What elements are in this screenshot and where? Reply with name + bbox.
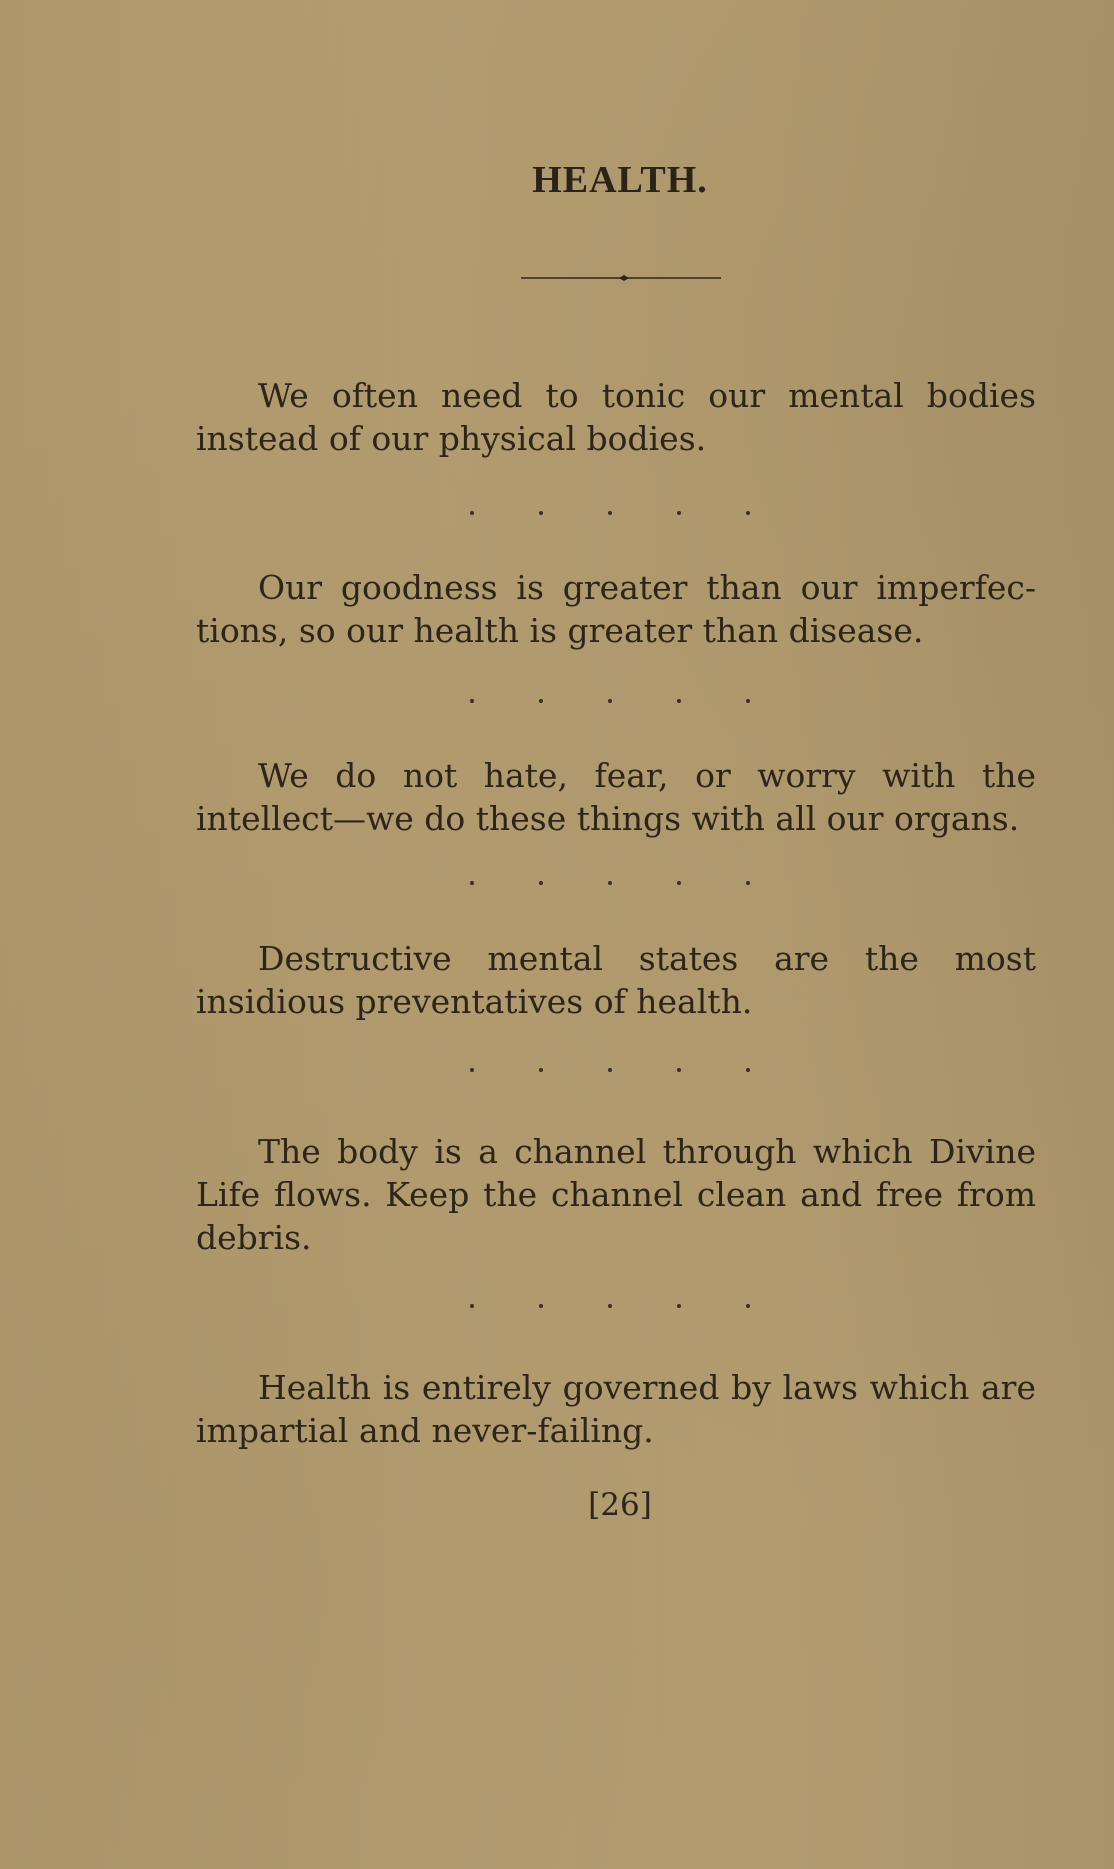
divider-dot <box>746 881 750 885</box>
page-number: [26] <box>588 1487 652 1523</box>
divider-dot <box>677 1304 681 1308</box>
section-divider-dots <box>470 699 750 709</box>
paragraph-2: Our goodness is greater than our imperfec-tions, so our health is greater than disease. <box>196 568 1036 650</box>
section-divider-dots <box>470 1304 750 1314</box>
divider-dot <box>470 511 474 515</box>
divider-dot <box>608 881 612 885</box>
divider-dot <box>539 1304 543 1308</box>
paragraph-5: The body is a channel through which Divine Life flows. Keep the channel clean and free from debris. <box>196 1132 1036 1257</box>
divider-dot <box>677 699 681 703</box>
title-ornament-rule <box>521 274 721 282</box>
divider-dot <box>470 1304 474 1308</box>
divider-dot <box>608 511 612 515</box>
page-title: HEALTH. <box>532 159 708 201</box>
divider-dot <box>608 1068 612 1072</box>
divider-dot <box>746 699 750 703</box>
paragraph-4: Destructive mental states are the most insidious preventatives of health. <box>196 939 1036 1021</box>
divider-dot <box>608 699 612 703</box>
divider-dot <box>746 1304 750 1308</box>
divider-dot <box>539 1068 543 1072</box>
divider-dot <box>608 1304 612 1308</box>
divider-dot <box>677 881 681 885</box>
divider-dot <box>677 511 681 515</box>
section-divider-dots <box>470 881 750 891</box>
divider-dot <box>539 699 543 703</box>
divider-dot <box>677 1068 681 1072</box>
divider-dot <box>470 699 474 703</box>
paragraph-1: We often need to tonic our mental bodies instead of our physical bodies. <box>196 376 1036 458</box>
divider-dot <box>746 511 750 515</box>
divider-dot <box>539 511 543 515</box>
divider-dot <box>539 881 543 885</box>
paragraph-6: Health is entirely governed by laws which are impartial and never-failing. <box>196 1368 1036 1450</box>
divider-dot <box>470 1068 474 1072</box>
section-divider-dots <box>470 1068 750 1078</box>
paragraph-3: We do not hate, fear, or worry with the intellect—we do these things with all our organs. <box>196 756 1036 838</box>
divider-dot <box>470 881 474 885</box>
section-divider-dots <box>470 511 750 521</box>
divider-dot <box>746 1068 750 1072</box>
